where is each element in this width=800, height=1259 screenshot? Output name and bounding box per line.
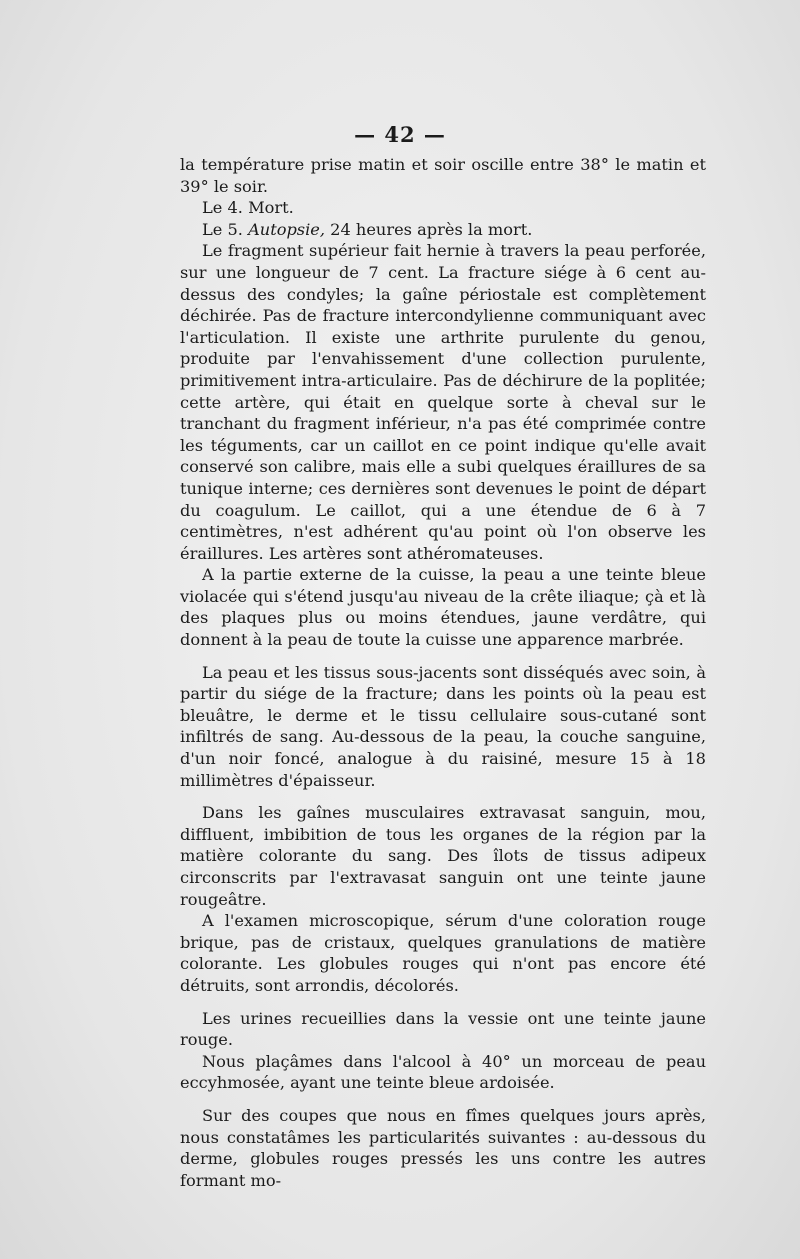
- paragraph: La peau et les tissus sous-jacents sont disséqués avec soin, à partir du siége de la fracture; dans les points où la peau est bleuâtre, le derme et le tissu cellulaire sous-cutané sont infiltrés de sang. Au-dessous de la peau, la couche sanguine, d'un noir foncé, analogue à du raisiné, mesure 15 à 18 millimètres d'épaisseur.: [180, 662, 706, 790]
- paragraph: Sur des coupes que nous en fîmes quelques jours après, nous constatâmes les particularités suivantes : au-dessous du derme, globules rouges pressés les uns contre les autres formant mo-: [180, 1105, 706, 1190]
- body-text: [180, 154, 706, 1191]
- paragraph: [180, 219, 706, 241]
- page-number: — 42 —: [354, 122, 446, 147]
- paragraph: A la partie externe de la cuisse, la peau a une teinte bleue violacée qui s'étend jusqu'au niveau de la crête iliaque; çà et là des plaques plus ou moins étendues, jaune verdâtre, qui donnent à la peau de toute la cuisse une apparence marbrée.: [180, 565, 706, 650]
- paragraph-italic: Autopsie,: [248, 219, 326, 239]
- paragraph: Nous plaçâmes dans l'alcool à 40° un morceau de peau eccyhmosée, ayant une teinte bleue ardoisée.: [180, 1051, 706, 1093]
- paragraph: Le fragment supérieur fait hernie à travers la peau perforée, sur une longueur de 7 cent. La fracture siége à 6 cent au-dessus des condyles; la gaîne périostale est complètement déchirée. Pas de fracture intercondylienne communiquant avec l'articulation. Il existe une arthrite purulente du genou, produite par l'envahissement d'une collection purulente, primitivement intra-articulaire. Pas de déchirure de la poplitée; cette artère, qui était en quelque sorte à cheval sur le tranchant du fragment inférieur, n'a pas été comprimée contre les téguments, car un caillot en ce point indique qu'elle avait conservé son calibre, mais elle a subi quelques éraillures de sa tunique interne; ces dernières sont devenues le point de départ du coagulum. Le caillot, qui a une étendue de 6 à 7 centimètres, n'est adhérent qu'au point où l'on observe les éraillures. Les artères sont athéromateuses.: [180, 241, 706, 563]
- paragraph: Le 4. Mort.: [202, 198, 294, 218]
- paragraph: A l'examen microscopique, sérum d'une coloration rouge brique, pas de cristaux, quelques granulations de matière colorante. Les globules rouges qui n'ont pas encore été détruits, sont arrondis, décolorés.: [180, 911, 706, 995]
- paragraph: Dans les gaînes musculaires extravasat sanguin, mou, diffluent, imbibition de tous les organes de la région par la matière colorante du sang. Des îlots de tissus adipeux circonscrits par l'extravasat sanguin ont une teinte jaune rougeâtre.: [180, 803, 706, 909]
- paragraph-rest: 24 heures après la mort.: [325, 219, 533, 239]
- paragraph-lead: Le 5.: [202, 219, 249, 239]
- paragraph: Les urines recueillies dans la vessie ont une teinte jaune rouge.: [180, 1008, 706, 1050]
- paragraph: la température prise matin et soir oscille entre 38° le matin et 39° le soir.: [180, 155, 706, 196]
